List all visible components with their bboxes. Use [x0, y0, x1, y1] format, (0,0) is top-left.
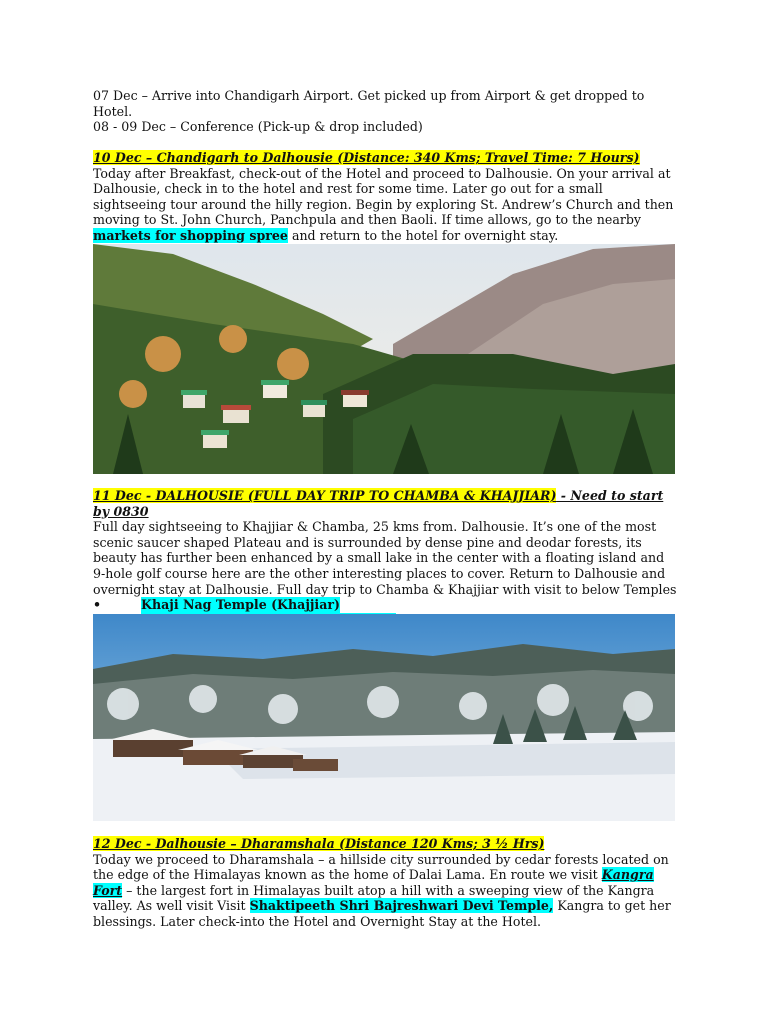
conference-line: 08 - 09 Dec – Conference (Pick-up & drop included)	[93, 119, 423, 134]
bullet-mark: •	[93, 597, 102, 613]
day11-heading: 11 Dec - DALHOUSIE (FULL DAY TRIP TO CHAMBA & KHAJJIAR)	[93, 488, 557, 503]
dalhousie-photo	[93, 244, 675, 474]
kangra-fort-highlight: Kangra Fort	[93, 867, 654, 898]
day12-text-end: Kangra to get her blessings. Later check-into the Hotel and Overnight Stay at the Hotel.	[93, 898, 671, 929]
day10-section	[93, 150, 678, 244]
temple-highlight: Shaktipeeth Shri Bajreshwari Devi Temple,	[249, 898, 554, 914]
day12-heading: 12 Dec - Dalhousie – Dharamshala (Distance 120 Kms; 3 ½ Hrs)	[93, 836, 545, 851]
bullet-item	[93, 597, 678, 613]
day12-section	[93, 836, 678, 930]
day12-text-mid: – the largest fort in Himalayas built atop a hill with a sweeping view of the Kangra valley. As well visit Visit	[93, 882, 655, 914]
khajjiar-photo	[93, 614, 675, 821]
arrival-line: 07 Dec – Arrive into Chandigarh Airport. Get picked up from Airport & get dropped to Hotel.	[93, 88, 645, 119]
shopping-highlight: markets for shopping spree	[93, 227, 288, 243]
day11-section	[93, 488, 678, 628]
day10-text: Today after Breakfast, check-out of the Hotel and proceed to Dalhousie. On your arrival at Dalhousie, check in to the hotel and rest for some time. Later go out for a small sightseeing tour around the hilly region. Begin by exploring St. Andrew’s Church and then moving to St. John Church, Panchpula and then Baoli. If time allows, go to the nearby	[93, 165, 674, 228]
day10-text-end: and return to the hotel for overnight stay.	[287, 227, 559, 243]
day11-start-note: - Need to start by 0830	[93, 488, 664, 519]
day11-body: Full day sightseeing to Khajjiar & Chamba, 25 kms from. Dalhousie. It’s one of the most scenic saucer shaped Plateau and is surrounded by dense pine and deodar forests, its beauty has further been enhanced by a small lake in the center with a floating island and 9-hole golf course here are the other interesting places to cover. Return to Dalhousie and overnight stay at Dalhousie. Full day trip to Chamba & Khajjiar with visit to below Temples	[93, 519, 677, 597]
day12-body	[93, 852, 671, 929]
temple-item: Khaji Nag Temple (Khajjiar)	[141, 597, 340, 613]
day10-body	[93, 166, 673, 243]
day10-heading: 10 Dec – Chandigarh to Dalhousie (Distance: 340 Kms; Travel Time: 7 Hours)	[93, 150, 640, 165]
day12-text: Today we proceed to Dharamshala – a hillside city surrounded by cedar forests located on the edge of the Himalayas known as the home of Dalai Lama. En route we visit	[93, 851, 669, 883]
